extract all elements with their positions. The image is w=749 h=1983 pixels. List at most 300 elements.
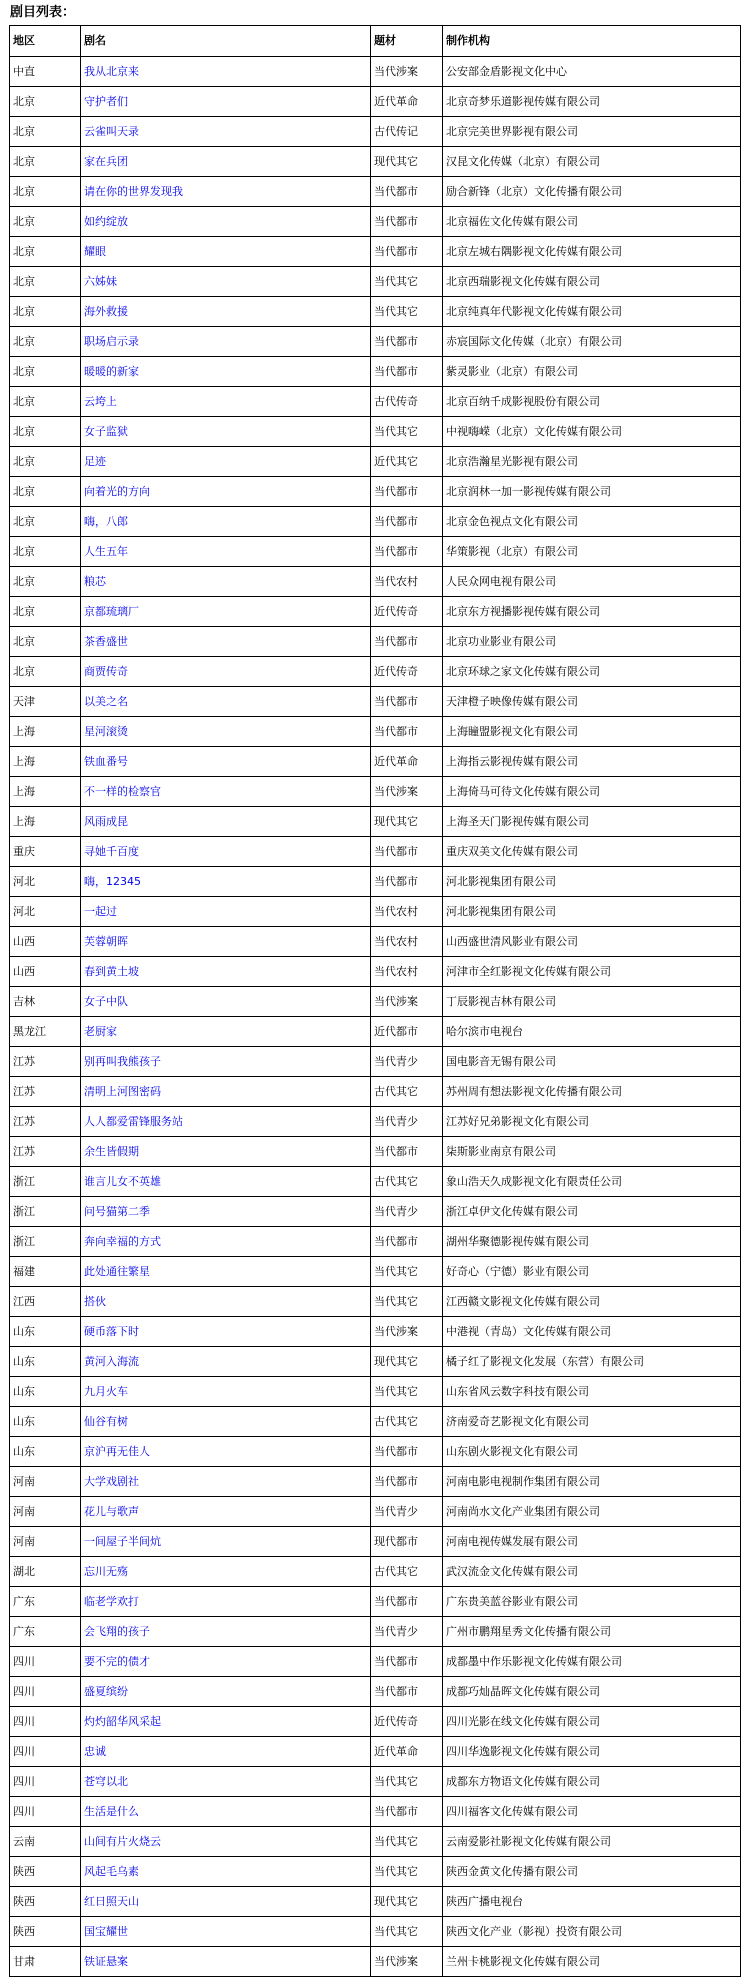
- cell-genre: 当代涉案: [371, 777, 443, 807]
- table-row: [10, 1557, 741, 1587]
- cell-title: [81, 1227, 371, 1257]
- title-link[interactable]: 余生皆假期: [84, 1144, 139, 1158]
- cell-title: [81, 87, 371, 117]
- title-link[interactable]: 仙谷有树: [84, 1414, 128, 1428]
- cell-title: [81, 627, 371, 657]
- cell-genre: 近代革命: [371, 747, 443, 777]
- cell-genre: 当代都市: [371, 237, 443, 267]
- cell-title: [81, 1437, 371, 1467]
- cell-region: 上海: [10, 747, 81, 777]
- table-row: [10, 1647, 741, 1677]
- cell-genre: 近代传奇: [371, 1707, 443, 1737]
- title-link[interactable]: 生活是什么: [84, 1804, 139, 1818]
- cell-producer: 上海瞳盟影视文化有限公司: [443, 717, 741, 747]
- cell-genre: 当代都市: [371, 477, 443, 507]
- title-link[interactable]: 黄河入海流: [84, 1354, 139, 1368]
- title-link[interactable]: 职场启示录: [84, 334, 139, 348]
- cell-title: [81, 1737, 371, 1767]
- cell-title: [81, 567, 371, 597]
- cell-producer: 象山浩天久成影视文化有限责任公司: [443, 1167, 741, 1197]
- cell-producer: 四川华逸影视文化传媒有限公司: [443, 1737, 741, 1767]
- cell-genre: 当代其它: [371, 1827, 443, 1857]
- cell-title: [81, 1167, 371, 1197]
- cell-producer: 四川光影在线文化传媒有限公司: [443, 1707, 741, 1737]
- cell-title: [81, 987, 371, 1017]
- cell-producer: 兰州卡桃影视文化传媒有限公司: [443, 1947, 741, 1977]
- title-link[interactable]: 问号猫第二季: [84, 1204, 150, 1218]
- drama-list-table: [9, 25, 741, 1977]
- title-link[interactable]: 商贾传奇: [84, 664, 128, 678]
- cell-region: 甘肃: [10, 1947, 81, 1977]
- title-link[interactable]: 国宝耀世: [84, 1924, 128, 1938]
- cell-producer: 汉昆文化传媒（北京）有限公司: [443, 147, 741, 177]
- cell-producer: 北京纯真年代影视文化传媒有限公司: [443, 297, 741, 327]
- cell-genre: 当代都市: [371, 1587, 443, 1617]
- cell-genre: 当代青少: [371, 1047, 443, 1077]
- title-link[interactable]: 山间有片火烧云: [84, 1834, 161, 1848]
- cell-producer: 上海圣天门影视传媒有限公司: [443, 807, 741, 837]
- cell-producer: 河津市全红影视文化传媒有限公司: [443, 957, 741, 987]
- cell-producer: 武汉流金文化传媒有限公司: [443, 1557, 741, 1587]
- cell-genre: 当代涉案: [371, 1947, 443, 1977]
- table-row: [10, 897, 741, 927]
- cell-producer: 北京东方视播影视传媒有限公司: [443, 597, 741, 627]
- table-row: [10, 1497, 741, 1527]
- cell-producer: 北京百纳千成影视股份有限公司: [443, 387, 741, 417]
- title-link[interactable]: 嗨，12345: [84, 874, 141, 888]
- cell-genre: 当代涉案: [371, 57, 443, 87]
- cell-producer: 广东贵美蓝谷影业有限公司: [443, 1587, 741, 1617]
- cell-region: 江苏: [10, 1107, 81, 1137]
- cell-region: 山西: [10, 927, 81, 957]
- cell-producer: 北京奇梦乐道影视传媒有限公司: [443, 87, 741, 117]
- table-row: [10, 1347, 741, 1377]
- cell-genre: 当代青少: [371, 1497, 443, 1527]
- title-link[interactable]: 此处通往繁星: [84, 1264, 150, 1278]
- cell-genre: 当代涉案: [371, 987, 443, 1017]
- cell-title: [81, 1497, 371, 1527]
- cell-producer: 北京完美世界影视有限公司: [443, 117, 741, 147]
- title-link[interactable]: 盛夏缤纷: [84, 1684, 128, 1698]
- cell-title: [81, 807, 371, 837]
- cell-producer: 陕西文化产业（影视）投资有限公司: [443, 1917, 741, 1947]
- cell-genre: 古代其它: [371, 1167, 443, 1197]
- cell-genre: 当代都市: [371, 1437, 443, 1467]
- table-row: [10, 537, 741, 567]
- cell-region: 山东: [10, 1347, 81, 1377]
- cell-genre: 现代都市: [371, 1527, 443, 1557]
- title-link[interactable]: 奔向幸福的方式: [84, 1234, 161, 1248]
- cell-title: [81, 1377, 371, 1407]
- cell-genre: 当代其它: [371, 1767, 443, 1797]
- cell-producer: 广州市鹏翔星秀文化传播有限公司: [443, 1617, 741, 1647]
- title-link[interactable]: 星河滚烫: [84, 724, 128, 738]
- title-link[interactable]: 清明上河图密码: [84, 1084, 161, 1098]
- cell-producer: 山东剧火影视文化有限公司: [443, 1437, 741, 1467]
- title-link[interactable]: 家在兵团: [84, 154, 128, 168]
- cell-genre: 当代其它: [371, 267, 443, 297]
- title-link[interactable]: 六姊妹: [84, 274, 117, 288]
- table-row: [10, 1947, 741, 1977]
- table-row: [10, 1887, 741, 1917]
- cell-genre: 当代都市: [371, 1647, 443, 1677]
- cell-title: [81, 1317, 371, 1347]
- cell-title: [81, 1467, 371, 1497]
- table-row: [10, 1527, 741, 1557]
- title-link[interactable]: 忠诚: [84, 1744, 106, 1758]
- table-row: [10, 597, 741, 627]
- table-row: [10, 747, 741, 777]
- title-link[interactable]: 云垮上: [84, 394, 117, 408]
- title-link[interactable]: 足迹: [84, 454, 106, 468]
- cell-producer: 湖州华聚德影视传媒有限公司: [443, 1227, 741, 1257]
- title-link[interactable]: 硬币落下时: [84, 1324, 139, 1338]
- table-row: [10, 1287, 741, 1317]
- cell-title: [81, 837, 371, 867]
- cell-title: [81, 867, 371, 897]
- cell-title: [81, 447, 371, 477]
- table-row: [10, 1617, 741, 1647]
- cell-title: [81, 207, 371, 237]
- title-link[interactable]: 粮芯: [84, 574, 106, 588]
- table-row: [10, 87, 741, 117]
- cell-region: 北京: [10, 177, 81, 207]
- title-link[interactable]: 风起毛乌素: [84, 1864, 139, 1878]
- table-row: [10, 1017, 741, 1047]
- cell-producer: 北京润林一加一影视传媒有限公司: [443, 477, 741, 507]
- cell-producer: 北京福佐文化传媒有限公司: [443, 207, 741, 237]
- cell-producer: 北京左城右隅影视文化传媒有限公司: [443, 237, 741, 267]
- cell-producer: 四川福客文化传媒有限公司: [443, 1797, 741, 1827]
- table-row: [10, 477, 741, 507]
- title-link[interactable]: 老厨家: [84, 1024, 117, 1038]
- cell-region: 北京: [10, 597, 81, 627]
- header-producer: 制作机构: [443, 26, 741, 57]
- table-row: [10, 1827, 741, 1857]
- table-row: [10, 1257, 741, 1287]
- cell-genre: 当代都市: [371, 717, 443, 747]
- title-link[interactable]: 京都琉璃厂: [84, 604, 139, 618]
- cell-genre: 现代其它: [371, 147, 443, 177]
- cell-region: 黑龙江: [10, 1017, 81, 1047]
- cell-title: [81, 1257, 371, 1287]
- cell-producer: 陕西金黄文化传播有限公司: [443, 1857, 741, 1887]
- table-row: [10, 1077, 741, 1107]
- title-link[interactable]: 花儿与歌声: [84, 1504, 139, 1518]
- title-link[interactable]: 如约绽放: [84, 214, 128, 228]
- title-link[interactable]: 云雀叫天录: [84, 124, 139, 138]
- cell-producer: 中视嗨嵘（北京）文化传媒有限公司: [443, 417, 741, 447]
- cell-region: 广东: [10, 1617, 81, 1647]
- cell-region: 四川: [10, 1797, 81, 1827]
- cell-genre: 当代都市: [371, 837, 443, 867]
- title-link[interactable]: 风雨成昆: [84, 814, 128, 828]
- cell-region: 福建: [10, 1257, 81, 1287]
- cell-region: 湖北: [10, 1557, 81, 1587]
- cell-title: [81, 1557, 371, 1587]
- cell-title: [81, 237, 371, 267]
- cell-title: [81, 1857, 371, 1887]
- cell-producer: 河南尚水文化产业集团有限公司: [443, 1497, 741, 1527]
- title-link[interactable]: 别再叫我熊孩子: [84, 1054, 161, 1068]
- cell-region: 上海: [10, 807, 81, 837]
- title-link[interactable]: 红日照天山: [84, 1894, 139, 1908]
- cell-producer: 江西赣文影视文化传媒有限公司: [443, 1287, 741, 1317]
- cell-genre: 当代其它: [371, 297, 443, 327]
- cell-title: [81, 747, 371, 777]
- cell-title: [81, 1047, 371, 1077]
- title-link[interactable]: 我从北京来: [84, 64, 139, 78]
- cell-genre: 古代传记: [371, 117, 443, 147]
- cell-title: [81, 717, 371, 747]
- cell-producer: 公安部金盾影视文化中心: [443, 57, 741, 87]
- table-row: [10, 1677, 741, 1707]
- table-header-row: [10, 26, 741, 57]
- cell-title: [81, 1827, 371, 1857]
- cell-genre: 现代其它: [371, 1887, 443, 1917]
- cell-genre: 当代其它: [371, 1287, 443, 1317]
- cell-title: [81, 417, 371, 447]
- cell-producer: 上海倚马可待文化传媒有限公司: [443, 777, 741, 807]
- cell-region: 北京: [10, 567, 81, 597]
- table-row: [10, 1197, 741, 1227]
- title-link[interactable]: 茶香盛世: [84, 634, 128, 648]
- cell-title: [81, 57, 371, 87]
- cell-title: [81, 1617, 371, 1647]
- title-link[interactable]: 不一样的检察官: [84, 784, 161, 798]
- cell-region: 河北: [10, 897, 81, 927]
- cell-producer: 成都东方物语文化传媒有限公司: [443, 1767, 741, 1797]
- cell-producer: 上海指云影视传媒有限公司: [443, 747, 741, 777]
- cell-title: [81, 1077, 371, 1107]
- title-link[interactable]: 忘川无殇: [84, 1564, 128, 1578]
- title-link[interactable]: 人生五年: [84, 544, 128, 558]
- cell-genre: 当代都市: [371, 357, 443, 387]
- cell-region: 北京: [10, 237, 81, 267]
- cell-genre: 当代其它: [371, 1917, 443, 1947]
- cell-genre: 古代其它: [371, 1557, 443, 1587]
- cell-producer: 河北影视集团有限公司: [443, 867, 741, 897]
- title-link[interactable]: 大学戏剧社: [84, 1474, 139, 1488]
- title-link[interactable]: 人人都爱雷锋服务站: [84, 1114, 183, 1128]
- header-title: 剧名: [81, 26, 371, 57]
- cell-region: 吉林: [10, 987, 81, 1017]
- title-link[interactable]: 一间屋子半间炕: [84, 1534, 161, 1548]
- table-row: [10, 177, 741, 207]
- title-link[interactable]: 一起过: [84, 904, 117, 918]
- cell-region: 北京: [10, 87, 81, 117]
- cell-title: [81, 1917, 371, 1947]
- title-link[interactable]: 谁言儿女不英雄: [84, 1174, 161, 1188]
- table-row: [10, 657, 741, 687]
- cell-title: [81, 597, 371, 627]
- table-row: [10, 867, 741, 897]
- cell-producer: 北京金色视点文化有限公司: [443, 507, 741, 537]
- title-link[interactable]: 苍穹以北: [84, 1774, 128, 1788]
- table-row: [10, 567, 741, 597]
- cell-title: [81, 267, 371, 297]
- cell-region: 广东: [10, 1587, 81, 1617]
- cell-title: [81, 327, 371, 357]
- table-row: [10, 777, 741, 807]
- table-row: [10, 357, 741, 387]
- cell-genre: 当代都市: [371, 507, 443, 537]
- cell-title: [81, 1767, 371, 1797]
- cell-producer: 北京环球之家文化传媒有限公司: [443, 657, 741, 687]
- cell-region: 江苏: [10, 1047, 81, 1077]
- cell-title: [81, 1587, 371, 1617]
- table-row: [10, 387, 741, 417]
- cell-genre: 当代其它: [371, 1257, 443, 1287]
- cell-producer: 中港视（青岛）文化传媒有限公司: [443, 1317, 741, 1347]
- cell-region: 山东: [10, 1377, 81, 1407]
- table-row: [10, 957, 741, 987]
- cell-genre: 近代传奇: [371, 657, 443, 687]
- cell-region: 江苏: [10, 1137, 81, 1167]
- cell-region: 四川: [10, 1707, 81, 1737]
- cell-region: 北京: [10, 117, 81, 147]
- cell-genre: 当代都市: [371, 1137, 443, 1167]
- cell-region: 四川: [10, 1677, 81, 1707]
- title-link[interactable]: 向着光的方向: [84, 484, 150, 498]
- cell-genre: 近代革命: [371, 1737, 443, 1767]
- cell-genre: 当代农村: [371, 927, 443, 957]
- cell-region: 浙江: [10, 1197, 81, 1227]
- title-link[interactable]: 会飞翔的孩子: [84, 1624, 150, 1638]
- table-row: [10, 1767, 741, 1797]
- cell-genre: 当代其它: [371, 417, 443, 447]
- title-link[interactable]: 春到黄土坡: [84, 964, 139, 978]
- title-link[interactable]: 寻她千百度: [84, 844, 139, 858]
- cell-producer: 橘子红了影视文化发展（东营）有限公司: [443, 1347, 741, 1377]
- cell-producer: 河北影视集团有限公司: [443, 897, 741, 927]
- cell-genre: 近代传奇: [371, 597, 443, 627]
- cell-genre: 当代都市: [371, 1467, 443, 1497]
- table-row: [10, 447, 741, 477]
- cell-region: 北京: [10, 267, 81, 297]
- table-row: [10, 1107, 741, 1137]
- title-link[interactable]: 九月火车: [84, 1384, 128, 1398]
- title-link[interactable]: 女子中队: [84, 994, 128, 1008]
- cell-region: 北京: [10, 627, 81, 657]
- cell-producer: 浙江卓伊文化传媒有限公司: [443, 1197, 741, 1227]
- cell-genre: 当代都市: [371, 207, 443, 237]
- title-link[interactable]: 搭伙: [84, 1294, 106, 1308]
- cell-producer: 国电影音无锡有限公司: [443, 1047, 741, 1077]
- title-link[interactable]: 芙蓉朝晖: [84, 934, 128, 948]
- cell-region: 陕西: [10, 1917, 81, 1947]
- title-link[interactable]: 嗨，八郎: [84, 514, 128, 528]
- cell-producer: 山东省风云数字科技有限公司: [443, 1377, 741, 1407]
- title-link[interactable]: 铁证悬案: [84, 1954, 128, 1968]
- title-link[interactable]: 临老学欢打: [84, 1594, 139, 1608]
- cell-producer: 北京浩瀚星光影视有限公司: [443, 447, 741, 477]
- table-row: [10, 627, 741, 657]
- cell-genre: 当代农村: [371, 897, 443, 927]
- cell-title: [81, 897, 371, 927]
- title-link[interactable]: 耀眼: [84, 244, 106, 258]
- title-link[interactable]: 要不完的债才: [84, 1654, 150, 1668]
- cell-region: 江西: [10, 1287, 81, 1317]
- header-genre: 题材: [371, 26, 443, 57]
- cell-title: [81, 1197, 371, 1227]
- table-row: [10, 1797, 741, 1827]
- cell-genre: 当代青少: [371, 1197, 443, 1227]
- title-link[interactable]: 海外救援: [84, 304, 128, 318]
- cell-genre: 当代都市: [371, 537, 443, 567]
- table-row: [10, 1857, 741, 1887]
- cell-title: [81, 297, 371, 327]
- cell-genre: 当代农村: [371, 957, 443, 987]
- table-row: [10, 267, 741, 297]
- cell-region: 河南: [10, 1467, 81, 1497]
- cell-region: 浙江: [10, 1167, 81, 1197]
- table-row: [10, 927, 741, 957]
- cell-title: [81, 1287, 371, 1317]
- title-link[interactable]: 京沪再无佳人: [84, 1444, 150, 1458]
- cell-region: 山西: [10, 957, 81, 987]
- cell-region: 四川: [10, 1647, 81, 1677]
- title-link[interactable]: 灼灼韶华风采起: [84, 1714, 161, 1728]
- table-row: [10, 147, 741, 177]
- cell-region: 山东: [10, 1407, 81, 1437]
- table-row: [10, 1437, 741, 1467]
- cell-region: 陕西: [10, 1857, 81, 1887]
- table-row: [10, 57, 741, 87]
- title-link[interactable]: 守护者们: [84, 94, 128, 108]
- title-link[interactable]: 暖暖的新家: [84, 364, 139, 378]
- list-caption: 剧目列表：: [10, 5, 76, 20]
- cell-region: 云南: [10, 1827, 81, 1857]
- cell-title: [81, 357, 371, 387]
- table-body: [10, 57, 741, 1977]
- cell-genre: 当代都市: [371, 627, 443, 657]
- cell-region: 河南: [10, 1527, 81, 1557]
- table-row: [10, 1317, 741, 1347]
- title-link[interactable]: 请在你的世界发现我: [84, 184, 183, 198]
- table-row: [10, 1227, 741, 1257]
- cell-title: [81, 1347, 371, 1377]
- cell-region: 北京: [10, 297, 81, 327]
- cell-title: [81, 1107, 371, 1137]
- table-row: [10, 717, 741, 747]
- cell-region: 北京: [10, 507, 81, 537]
- cell-genre: 古代其它: [371, 1077, 443, 1107]
- cell-producer: 成都巧灿晶晖文化传媒有限公司: [443, 1677, 741, 1707]
- cell-genre: 当代青少: [371, 1107, 443, 1137]
- table-row: [10, 1707, 741, 1737]
- table-row: [10, 327, 741, 357]
- cell-region: 河南: [10, 1497, 81, 1527]
- cell-region: 上海: [10, 777, 81, 807]
- cell-region: 北京: [10, 657, 81, 687]
- title-link[interactable]: 女子监狱: [84, 424, 128, 438]
- cell-genre: 现代其它: [371, 1347, 443, 1377]
- cell-genre: 当代青少: [371, 1617, 443, 1647]
- cell-producer: 华策影视（北京）有限公司: [443, 537, 741, 567]
- cell-title: [81, 507, 371, 537]
- cell-title: [81, 957, 371, 987]
- cell-producer: 好奇心（宁德）影业有限公司: [443, 1257, 741, 1287]
- cell-region: 江苏: [10, 1077, 81, 1107]
- title-link[interactable]: 以美之名: [84, 694, 128, 708]
- cell-producer: 天津橙子映像传媒有限公司: [443, 687, 741, 717]
- cell-title: [81, 1797, 371, 1827]
- cell-title: [81, 1137, 371, 1167]
- header-region: 地区: [10, 26, 81, 57]
- title-link[interactable]: 铁血番号: [84, 754, 128, 768]
- cell-region: 北京: [10, 327, 81, 357]
